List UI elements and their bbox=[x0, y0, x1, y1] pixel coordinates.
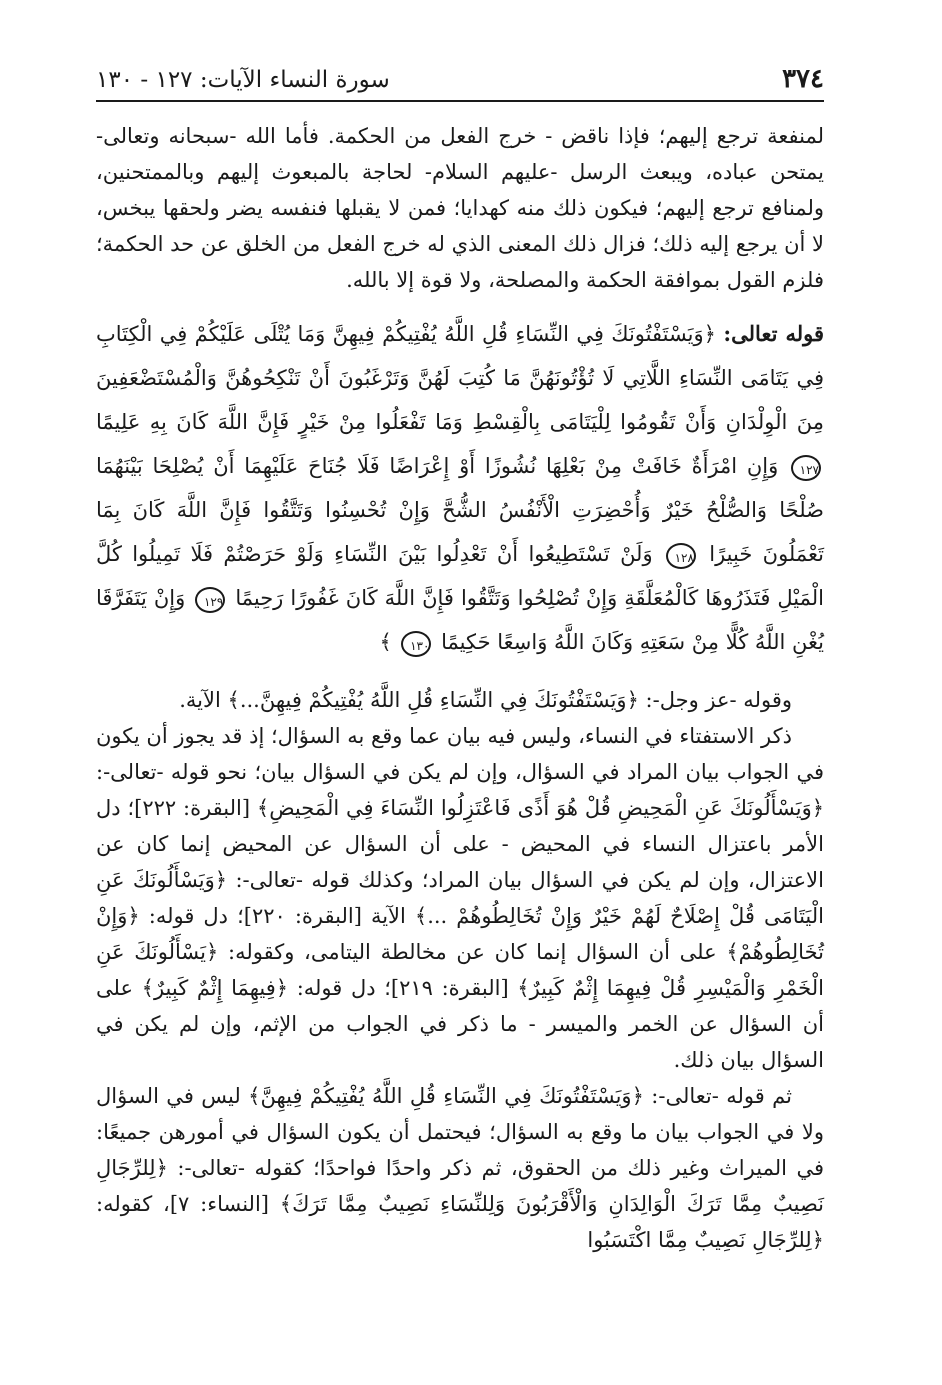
page-header bbox=[96, 56, 824, 102]
verse-text-128: وَإِنِ امْرَأَةٌ خَافَتْ مِنْ بَعْلِهَا نُشُوزًا أَوْ إِعْرَاضًا فَلَا جُنَاحَ عَلَيْهِمَا أَنْ يُصْلِحَا بَيْنَهُمَا صُلْحًا وَالصُّلْحُ خَيْرٌ وَأُحْضِرَتِ الْأَنْفُسُ الشُّحَّ وَإِنْ تُحْسِنُوا وَتَتَّقُوا فَإِنَّ اللَّهَ كَانَ بِمَا تَعْمَلُونَ خَبِيرًا bbox=[96, 454, 824, 566]
verse-close-bracket: ﴾ bbox=[379, 630, 392, 654]
aya-number-129: ١٢٩ bbox=[195, 587, 225, 613]
paragraph-3: ذكر الاستفتاء في النساء، وليس فيه بيان عما وقع به السؤال؛ إذ قد يجوز أن يكون في الجواب بيان المراد في السؤال، وإن لم يكن في السؤال بيان؛ نحو قوله -تعالى-: ﴿وَيَسْأَلُونَكَ عَنِ الْمَحِيضِ قُلْ هُوَ أَذًى فَاعْتَزِلُوا النِّسَاءَ فِي الْمَحِيضِ﴾ [البقرة: ٢٢٢]؛ دل الأمر باعتزال النساء في المحيض - على أن السؤال عن المحيض إنما كان عن الاعتزال، وإن لم يكن في السؤال بيان المراد؛ وكذلك قوله -تعالى-: ﴿وَيَسْأَلُونَكَ عَنِ الْيَتَامَى قُلْ إِصْلَاحٌ لَهُمْ خَيْرٌ وَإِنْ تُخَالِطُوهُمْ ...﴾ الآية [البقرة: ٢٢٠]؛ دل قوله: ﴿وَإِنْ تُخَالِطُوهُمْ﴾ على أن السؤال إنما كان عن مخالطة اليتامى، وكقوله: ﴿يَسْأَلُونَكَ عَنِ الْخَمْرِ وَالْمَيْسِرِ قُلْ فِيهِمَا إِثْمٌ كَبِيرٌ﴾ [البقرة: ٢١٩]؛ دل قوله: ﴿فِيهِمَا إِثْمٌ كَبِيرٌ﴾ على أن السؤال عن الخمر والميسر - ما ذكر في الجواب من الإثم، وإن لم يكن في السؤال بيان ذلك. bbox=[96, 724, 825, 1072]
paragraph-2: وقوله -عز وجل-: ﴿وَيَسْتَفْتُونَكَ فِي النِّسَاءِ قُلِ اللَّهُ يُفْتِيكُمْ فِيهِنَّ...﴾ الآية. bbox=[179, 688, 792, 712]
aya-number-130: ١٣٠ bbox=[401, 631, 431, 657]
paragraph-4: ثم قوله -تعالى-: ﴿وَيَسْتَفْتُونَكَ فِي النِّسَاءِ قُلِ اللَّهُ يُفْتِيكُمْ فِيهِنَّ﴾ ليس في السؤال ولا في الجواب بيان ما وقع به السؤال؛ فيحتمل أن يكون السؤال في أمورهن جميعًا: في الميراث وغير ذلك من الحقوق، ثم ذكر واحدًا فواحدًا؛ كقوله -تعالى-: ﴿لِلرِّجَالِ نَصِيبٌ مِمَّا تَرَكَ الْوَالِدَانِ وَالْأَقْرَبُونَ وَلِلنِّسَاءِ نَصِيبٌ مِمَّا تَرَكَ﴾ [النساء: ٧]، كقوله: ﴿لِلرِّجَالِ نَصِيبٌ مِمَّا اكْتَسَبُوا bbox=[96, 1084, 824, 1252]
aya-number-127: ١٢٧ bbox=[791, 455, 821, 481]
running-title: سورة النساء الآيات: ١٢٧ - ١٣٠ bbox=[96, 67, 390, 93]
paragraph-1: لمنفعة ترجع إليهم؛ فإذا ناقض - خرج الفعل من الحكمة. فأما الله -سبحانه وتعالى- يمتحن عباده، ويبعث الرسل -عليهم السلام- لحاجة بالمبعوث إليهم وبالممتحنين، ولمنافع ترجع إليهم؛ فيكون ذلك منه كهدايا؛ فمن لا يقبلها فنفسه يضر ولحقها يبخس، لا أن يرجع إليه ذلك؛ فزال ذلك المعنى الذي له خرج الفعل من الخلق عن حد الحكمة؛ فلزم القول بموافقة الحكمة والمصلحة، ولا قوة إلا بالله. bbox=[96, 124, 824, 292]
verse-text-129: وَلَنْ تَسْتَطِيعُوا أَنْ تَعْدِلُوا بَيْنَ النِّسَاءِ وَلَوْ حَرَصْتُمْ فَلَا تَمِيلُوا كُلَّ الْمَيْلِ فَتَذَرُوهَا كَالْمُعَلَّقَةِ وَإِنْ تُصْلِحُوا وَتَتَّقُوا فَإِنَّ اللَّهَ كَانَ غَفُورًا رَحِيمًا bbox=[96, 542, 824, 610]
verse-block bbox=[96, 312, 824, 664]
verse-text-127: ﴿وَيَسْتَفْتُونَكَ فِي النِّسَاءِ قُلِ اللَّهُ يُفْتِيكُمْ فِيهِنَّ وَمَا يُتْلَى عَلَيْكُمْ فِي الْكِتَابِ فِي يَتَامَى النِّسَاءِ اللَّاتِي لَا تُؤْتُونَهُنَّ مَا كُتِبَ لَهُنَّ وَتَرْغَبُونَ أَنْ تَنْكِحُوهُنَّ وَالْمُسْتَضْعَفِينَ مِنَ الْوِلْدَانِ وَأَنْ تَقُومُوا لِلْيَتَامَى بِالْقِسْطِ وَمَا تَفْعَلُوا مِنْ خَيْرٍ فَإِنَّ اللَّهَ كَانَ بِهِ عَلِيمًا bbox=[96, 322, 824, 434]
verse-text-130: وَإِنْ يَتَفَرَّقَا يُغْنِ اللَّهُ كُلًّا مِنْ سَعَتِهِ وَكَانَ اللَّهُ وَاسِعًا حَكِيمًا bbox=[96, 586, 824, 654]
page-body bbox=[96, 118, 824, 1258]
page-number: ٣٧٤ bbox=[782, 64, 824, 94]
verse-lead: قوله تعالى: bbox=[723, 321, 824, 346]
aya-number-128: ١٢٨ bbox=[666, 543, 696, 569]
